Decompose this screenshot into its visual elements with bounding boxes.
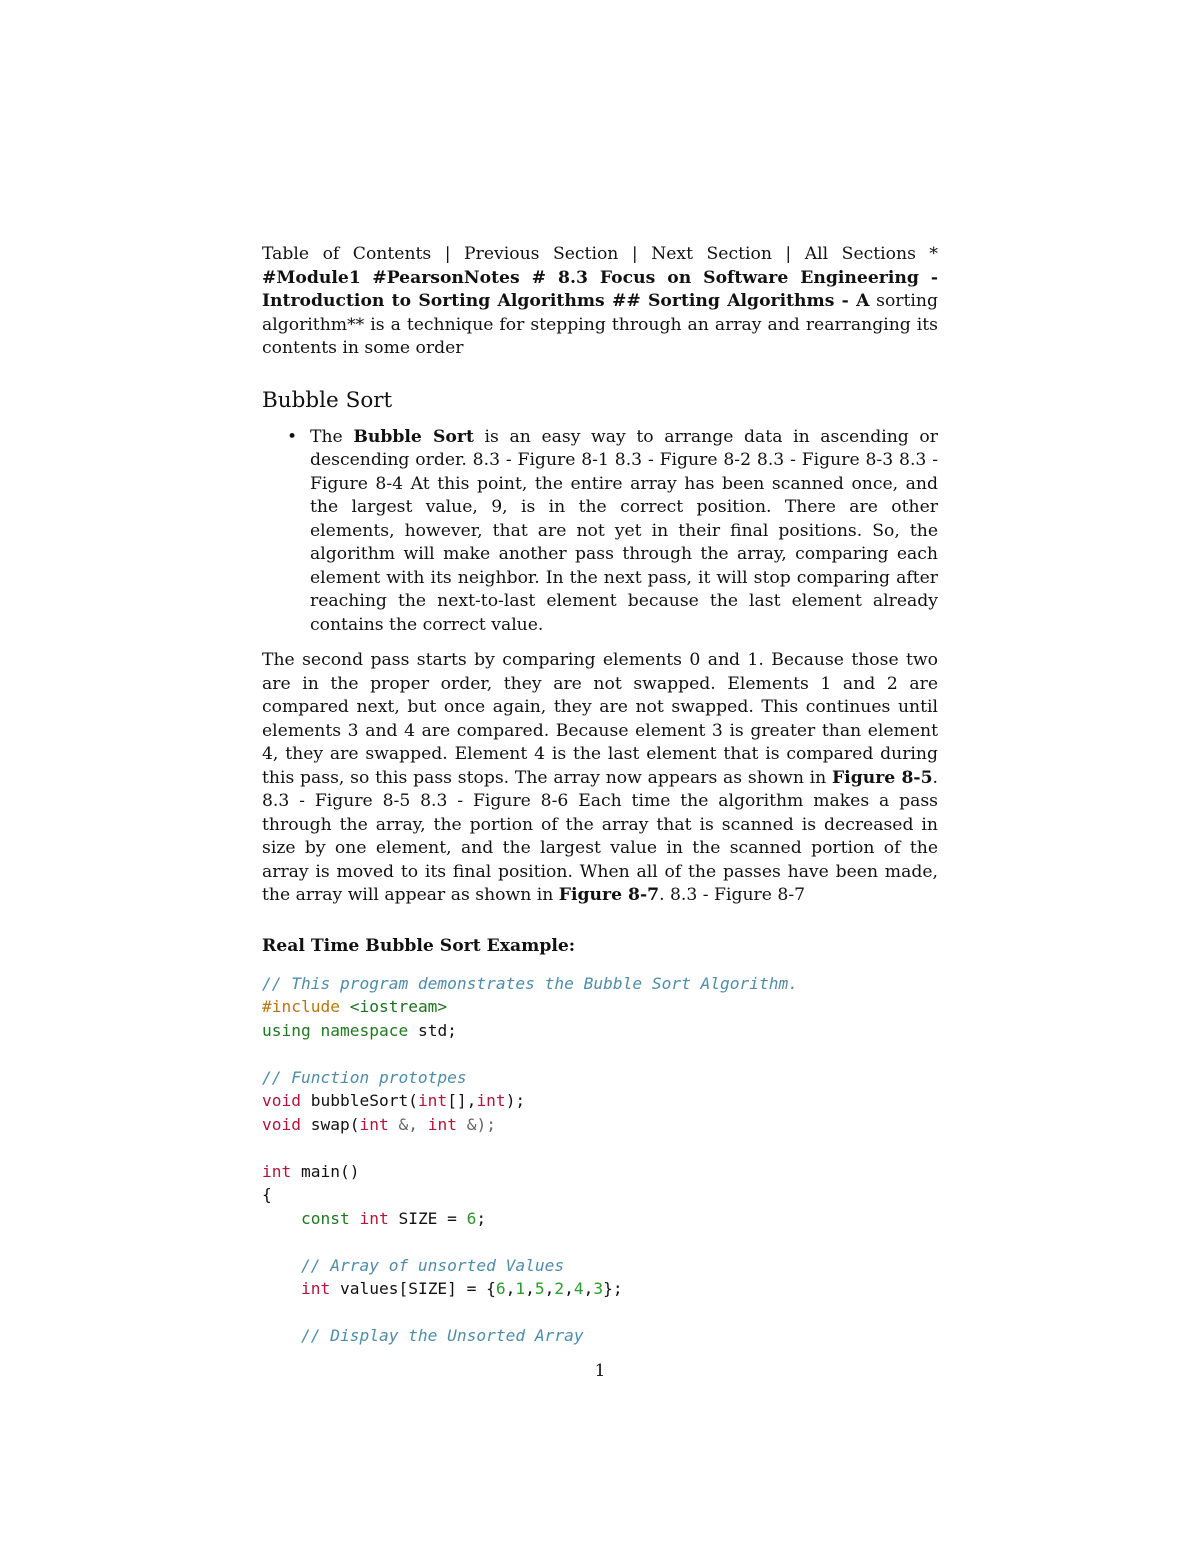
code-include-file: <iostream> — [349, 997, 448, 1016]
code-number: 6 — [495, 1279, 506, 1298]
code-type: int — [417, 1091, 448, 1110]
code-block — [262, 972, 938, 1348]
second-pass-text-1: The second pass starts by comparing elements 0 and 1. Because those two are in the proper order, they are not swapped. Elements 1 and 2 are compared next, but once again, they are not swapped. This continues until elements 3 and 4 are compared. Because element 3 is greater than element 4, they are swapped. Element 4 is the last element that is compared during this pass, so this pass stops. The array now appears as shown in — [262, 650, 938, 788]
code-comment: // Display the Unsorted Array — [262, 1326, 584, 1345]
code-keyword: const — [300, 1208, 350, 1228]
code-text: , — [505, 1279, 516, 1298]
list-item — [287, 426, 938, 638]
code-number: 3 — [593, 1279, 604, 1298]
second-pass-paragraph — [262, 649, 938, 908]
code-text: [], — [447, 1091, 477, 1110]
code-text: , — [525, 1279, 535, 1298]
document-page — [262, 243, 938, 1348]
code-number: 5 — [534, 1279, 545, 1298]
code-number: 4 — [573, 1279, 584, 1298]
code-text: main() — [291, 1161, 360, 1181]
code-text: { — [262, 1185, 272, 1204]
module-tag: #Module1 — [262, 267, 361, 288]
code-type: int — [359, 1114, 389, 1134]
code-indent — [262, 1209, 301, 1228]
code-keyword: using — [262, 1020, 311, 1040]
bullet-text: is an easy way to arrange data in ascending or descending order. 8.3 - Figure 8-1 8.3 - Figure 8-2 8.3 - Figure 8-3 8.3 - Figure 8-4 At this point, the entire array has been scanned once, and the largest value, 9, is in the correct position. There are other elements, however, that are not yet in their final positions. So, the algorithm will make another pass through the array, comparing each element with its neighbor. In the next pass, it will stop comparing after reaching the next-to-last element because the last element already contains the correct value. — [310, 426, 938, 635]
pearson-notes-heading: #PearsonNotes # 8.3 Focus on Software Engineering - Introduction to Sorting Algorithms ## Sorting Algorithms - A — [262, 267, 938, 311]
bullet-prefix: The — [310, 426, 354, 447]
code-indent — [262, 1279, 301, 1298]
example-heading: Real Time Bubble Sort Example: — [262, 935, 576, 956]
code-text: &, — [388, 1114, 428, 1134]
second-pass-text-2: . 8.3 - Figure 8-5 8.3 - Figure 8-6 Each time the algorithm makes a pass through the array, the portion of the array that is scanned is decreased in size by one element, and the largest value in the scanned portion of the array is moved to its final position. When all of the passes have been made, the array will appear as shown in — [262, 767, 938, 905]
code-type: int — [427, 1114, 457, 1134]
code-number: 2 — [554, 1279, 565, 1298]
code-type: int — [476, 1091, 506, 1110]
page-number: 1 — [594, 1361, 606, 1381]
code-text: , — [564, 1279, 574, 1298]
code-text: bubbleSort( — [300, 1091, 418, 1110]
code-number: 6 — [466, 1208, 477, 1228]
code-number: 1 — [515, 1279, 526, 1298]
bubble-sort-list — [262, 426, 938, 638]
code-text: SIZE = — [388, 1208, 467, 1228]
code-type: int — [349, 1208, 389, 1228]
code-comment: // Function prototpes — [262, 1067, 467, 1087]
bubble-sort-term: Bubble Sort — [353, 426, 474, 447]
bullet-icon: • — [287, 426, 298, 447]
code-text: ; — [476, 1208, 487, 1228]
code-text: , — [583, 1279, 594, 1298]
code-text: , — [544, 1279, 555, 1298]
figure-8-5-ref: Figure 8-5 — [831, 767, 933, 788]
code-preprocessor: #include — [262, 997, 350, 1016]
code-text: &); — [456, 1114, 496, 1134]
code-text: swap( — [300, 1114, 360, 1134]
code-keyword: namespace — [320, 1020, 409, 1040]
bubble-sort-heading: Bubble Sort — [262, 387, 393, 413]
code-type: int — [262, 1161, 292, 1181]
second-pass-text-3: . 8.3 - Figure 8-7 — [659, 885, 806, 905]
code-type: void — [262, 1114, 301, 1134]
code-type: void — [262, 1091, 301, 1110]
figure-8-7-ref: Figure 8-7 — [558, 885, 660, 905]
code-comment: // This program demonstrates the Bubble Sort Algorithm. — [262, 973, 799, 993]
nav-text: Table of Contents | Previous Section | Next Section | All Sections * — [262, 244, 938, 264]
code-text: }; — [603, 1279, 623, 1298]
code-text: ); — [505, 1091, 526, 1110]
intro-paragraph — [262, 243, 938, 361]
code-comment: // Array of unsorted Values — [262, 1255, 565, 1275]
code-text: std; — [408, 1020, 457, 1040]
intro-text: sorting algorithm** is a technique for stepping through an array and rearranging its contents in some order — [262, 291, 939, 358]
code-text: values[SIZE] = { — [330, 1279, 496, 1298]
code-type: int — [300, 1279, 331, 1298]
